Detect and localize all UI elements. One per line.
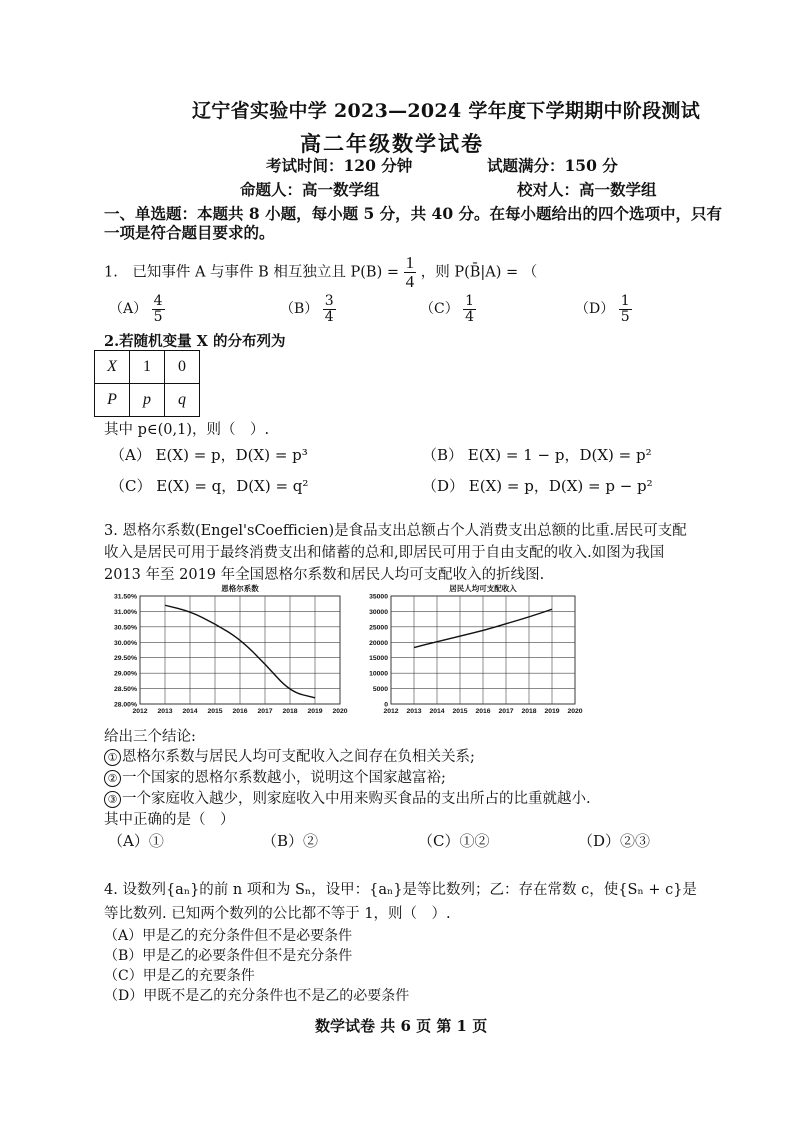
q1-stem-part1: 1. 已知事件 A 与事件 B 相互独立且 P(B) = — [104, 264, 399, 281]
x-tick-label: 2014 — [429, 708, 445, 715]
question-2-stem: 2.若随机变量 X 的分布列为 — [104, 333, 286, 350]
y-tick-label: 30000 — [369, 608, 388, 616]
x-tick-label: 2016 — [232, 708, 248, 715]
y-tick-label: 28.00% — [113, 701, 137, 709]
q3-given: 给出三个结论: — [104, 729, 196, 745]
q4-option-c: （C）甲是乙的充要条件 — [104, 968, 255, 984]
x-tick-label: 2016 — [475, 708, 491, 715]
table-row — [95, 384, 200, 417]
chart-title: 恩格尔系数 — [221, 584, 259, 593]
y-tick-label: 29.50% — [113, 655, 137, 663]
chart-title: 居民人均可支配收入 — [449, 584, 517, 593]
table-cell: P — [95, 384, 130, 417]
engel-chart — [100, 582, 348, 726]
section-heading-line1: 一、单选题：本题共 8 小题，每小题 5 分，共 40 分。在每小题给出的四个选项中，只有 — [104, 204, 723, 223]
x-tick-label: 2013 — [406, 708, 422, 715]
income-chart-svg — [355, 582, 587, 722]
q2-option-b: （B） E(X) = 1 − p，D(X) = p² — [422, 446, 652, 464]
x-tick-label: 2020 — [567, 708, 583, 715]
q3-option-d: （D）②③ — [578, 832, 651, 850]
q1-option-a: （A） $\frac{4}{5}$ — [109, 293, 163, 325]
engel-chart-svg — [100, 582, 348, 722]
table-cell: 1 — [130, 351, 165, 384]
table-cell: p — [130, 384, 165, 417]
question-setter: 命题人：高一数学组 — [240, 180, 380, 199]
q2-option-c: （C） E(X) = q，D(X) = q² — [110, 477, 309, 495]
table-cell: X — [95, 351, 130, 384]
x-tick-label: 2020 — [332, 708, 348, 715]
q1-given-fraction: $\frac{1}{4}$ — [405, 253, 415, 291]
x-tick-label: 2018 — [282, 708, 298, 715]
y-tick-label: 5000 — [372, 686, 388, 694]
x-tick-label: 2015 — [452, 708, 468, 715]
q3-ask: 其中正确的是（ ） — [104, 812, 235, 828]
y-tick-label: 29.00% — [113, 670, 137, 678]
x-tick-label: 2019 — [544, 708, 560, 715]
x-tick-label: 2018 — [521, 708, 537, 715]
y-tick-label: 31.00% — [113, 608, 137, 616]
q3-conclusion-3: ③ 一个家庭收入越少，则家庭收入中用来购买食品的支出所占的比重就越小. — [104, 787, 591, 808]
q3-option-c: （C）①② — [418, 832, 490, 850]
q3-conclusion-1: ① 恩格尔系数与居民人均可支配收入之间存在负相关关系; — [104, 745, 475, 766]
x-tick-label: 2019 — [307, 708, 323, 715]
y-tick-label: 35000 — [369, 593, 388, 601]
q3-option-a: （A）① — [108, 832, 164, 850]
q3-line-3: 2013 年至 2019 年全国恩格尔系数和居民人均可支配收入的折线图. — [104, 567, 545, 583]
exam-title: 辽宁省实验中学 2023—2024 学年度下学期期中阶段测试 — [192, 100, 700, 122]
q3-option-b: （B）② — [262, 832, 319, 850]
y-tick-label: 28.50% — [113, 686, 137, 694]
q3-conclusion-2: ② 一个国家的恩格尔系数越小，说明这个国家越富裕; — [104, 766, 446, 787]
y-tick-label: 0 — [384, 701, 388, 709]
x-tick-label: 2015 — [207, 708, 223, 715]
q3-line-2: 收入是居民可用于最终消费支出和储蓄的总和,即居民可用于自由支配的收入.如图为我国 — [104, 545, 665, 561]
q4-line-1: 4. 设数列{aₙ}的前 n 项和为 Sₙ，设甲：{aₙ}是等比数列；乙：存在常数 c，使{Sₙ + c}是 — [104, 882, 697, 898]
y-tick-label: 25000 — [369, 624, 388, 632]
table-cell: 0 — [165, 351, 200, 384]
q1-stem-part2: ，则 P(B̄|A) = （ — [420, 264, 538, 281]
page-footer: 数学试卷 共 6 页 第 1 页 — [315, 1017, 488, 1035]
q1-option-c: （C） $\frac{1}{4}$ — [420, 293, 475, 325]
exam-subtitle: 高二年级数学试卷 — [300, 132, 484, 156]
income-chart — [355, 582, 587, 726]
q1-option-b: （B） $\frac{3}{4}$ — [280, 293, 334, 325]
question-1 — [104, 254, 537, 291]
q3-line-1: 3. 恩格尔系数(Engel'sCoefficien)是食品支出总额占个人消费支出总额的比重.居民可支配 — [104, 523, 687, 539]
section-heading-line2: 一项是符合题目要求的。 — [104, 223, 275, 242]
x-tick-label: 2017 — [498, 708, 514, 715]
y-tick-label: 15000 — [369, 655, 388, 663]
q4-line-2: 等比数列. 已知两个数列的公比都不等于 1，则（ ）. — [104, 906, 451, 922]
y-tick-label: 30.50% — [113, 624, 137, 632]
full-score: 试题满分：150 分 — [487, 156, 618, 175]
q4-option-b: （B）甲是乙的必要条件但不是充分条件 — [104, 948, 353, 964]
y-tick-label: 10000 — [369, 670, 388, 678]
x-tick-label: 2013 — [157, 708, 173, 715]
proofreader: 校对人：高一数学组 — [517, 180, 657, 199]
x-tick-label: 2014 — [182, 708, 198, 715]
y-tick-label: 30.00% — [113, 639, 137, 647]
x-tick-label: 2017 — [257, 708, 273, 715]
exam-time: 考试时间：120 分钟 — [266, 156, 413, 175]
table-row — [95, 351, 200, 384]
table-cell: q — [165, 384, 200, 417]
x-tick-label: 2012 — [132, 708, 148, 715]
q1-option-d: （D） $\frac{1}{5}$ — [575, 293, 630, 325]
y-tick-label: 20000 — [369, 639, 388, 647]
x-tick-label: 2012 — [383, 708, 399, 715]
distribution-table — [94, 350, 200, 417]
q4-option-a: （A）甲是乙的充分条件但不是必要条件 — [104, 928, 353, 944]
q2-condition: 其中 p∈(0,1)，则（ ）. — [104, 422, 270, 438]
y-tick-label: 31.50% — [113, 593, 137, 601]
q2-option-a: （A） E(X) = p，D(X) = p³ — [110, 446, 308, 464]
q4-option-d: （D）甲既不是乙的充分条件也不是乙的必要条件 — [104, 988, 410, 1004]
q2-option-d: （D） E(X) = p，D(X) = p − p² — [422, 477, 653, 495]
